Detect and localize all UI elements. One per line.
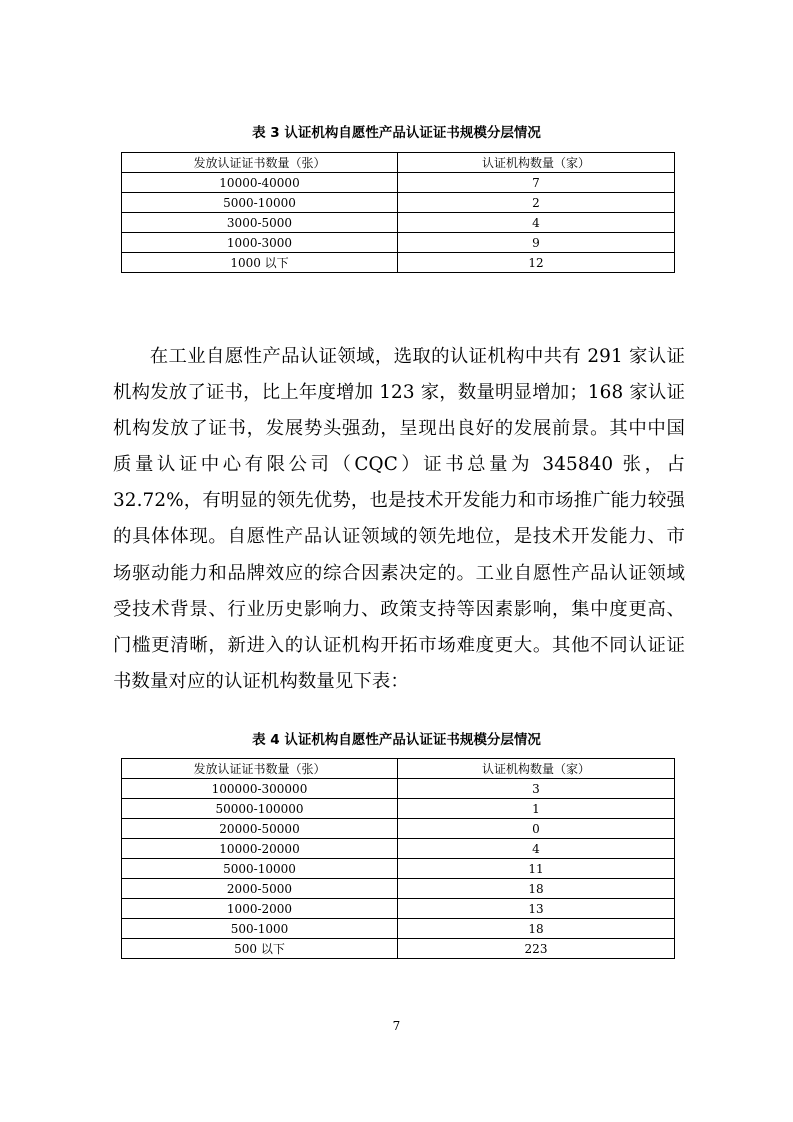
table-row bbox=[122, 859, 675, 879]
table-row bbox=[122, 173, 675, 193]
table-row bbox=[122, 193, 675, 213]
table-cell-range: 5000-10000 bbox=[122, 193, 398, 213]
table-cell-count: 4 bbox=[398, 839, 675, 859]
table-row bbox=[122, 799, 675, 819]
table-cell-range: 1000-2000 bbox=[122, 899, 398, 919]
table-cell-range: 10000-40000 bbox=[122, 173, 398, 193]
table-cell-count: 0 bbox=[398, 819, 675, 839]
table-header-row bbox=[122, 153, 675, 173]
table-header-row bbox=[122, 759, 675, 779]
table-cell-count: 18 bbox=[398, 879, 675, 899]
table-row bbox=[122, 213, 675, 233]
table-cell-count: 4 bbox=[398, 213, 675, 233]
column-header-institution-count: 认证机构数量（家） bbox=[398, 759, 675, 779]
table-cell-range: 1000-3000 bbox=[122, 233, 398, 253]
table-row bbox=[122, 879, 675, 899]
table-cell-range: 2000-5000 bbox=[122, 879, 398, 899]
table-row bbox=[122, 819, 675, 839]
table-cell-count: 3 bbox=[398, 779, 675, 799]
table-cell-range: 1000 以下 bbox=[122, 253, 398, 273]
table-3-caption: 表 3 认证机构自愿性产品认证证书规模分层情况 bbox=[252, 125, 541, 141]
table-row bbox=[122, 839, 675, 859]
page-number: 7 bbox=[392, 1019, 401, 1033]
table-cell-count: 223 bbox=[398, 939, 675, 959]
table-row bbox=[122, 233, 675, 253]
table-cell-range: 10000-20000 bbox=[122, 839, 398, 859]
column-header-certificate-count: 发放认证证书数量（张） bbox=[122, 759, 398, 779]
column-header-certificate-count: 发放认证证书数量（张） bbox=[122, 153, 398, 173]
table-4-caption: 表 4 认证机构自愿性产品认证证书规模分层情况 bbox=[252, 732, 541, 748]
table-cell-range: 500-1000 bbox=[122, 919, 398, 939]
table-cell-count: 18 bbox=[398, 919, 675, 939]
body-paragraph: 在工业自愿性产品认证领域，选取的认证机构中共有 291 家认证机构发放了证书，比上年度增加 123 家，数量明显增加；168 家认证机构发放了证书，发展势头强劲，呈现出良好的发展前景。其中中国质量认证中心有限公司（CQC）证书总量为 345840 张，占 32.72%，有明显的领先优势，也是技术开发能力和市场推广能力较强的具体体现。自愿性产品认证领域的领先地位，是技术开发能力、市场驱动能力和品牌效应的综合因素决定的。工业自愿性产品认证领域受技术背景、行业历史影响力、政策支持等因素影响，集中度更高、门槛更清晰，新进入的认证机构开拓市场难度更大。其他不同认证证书数量对应的认证机构数量见下表： bbox=[113, 346, 685, 692]
table-cell-count: 12 bbox=[398, 253, 675, 273]
table-row bbox=[122, 919, 675, 939]
table-cell-range: 5000-10000 bbox=[122, 859, 398, 879]
table-4 bbox=[121, 758, 675, 959]
table-cell-count: 13 bbox=[398, 899, 675, 919]
table-cell-count: 7 bbox=[398, 173, 675, 193]
table-cell-count: 1 bbox=[398, 799, 675, 819]
table-cell-count: 2 bbox=[398, 193, 675, 213]
table-row bbox=[122, 253, 675, 273]
table-cell-range: 500 以下 bbox=[122, 939, 398, 959]
table-row bbox=[122, 899, 675, 919]
table-cell-range: 20000-50000 bbox=[122, 819, 398, 839]
table-row bbox=[122, 939, 675, 959]
table-cell-range: 3000-5000 bbox=[122, 213, 398, 233]
table-cell-count: 11 bbox=[398, 859, 675, 879]
column-header-institution-count: 认证机构数量（家） bbox=[398, 153, 675, 173]
table-row bbox=[122, 779, 675, 799]
table-cell-count: 9 bbox=[398, 233, 675, 253]
table-cell-range: 100000-300000 bbox=[122, 779, 398, 799]
table-cell-range: 50000-100000 bbox=[122, 799, 398, 819]
table-3 bbox=[121, 152, 675, 273]
